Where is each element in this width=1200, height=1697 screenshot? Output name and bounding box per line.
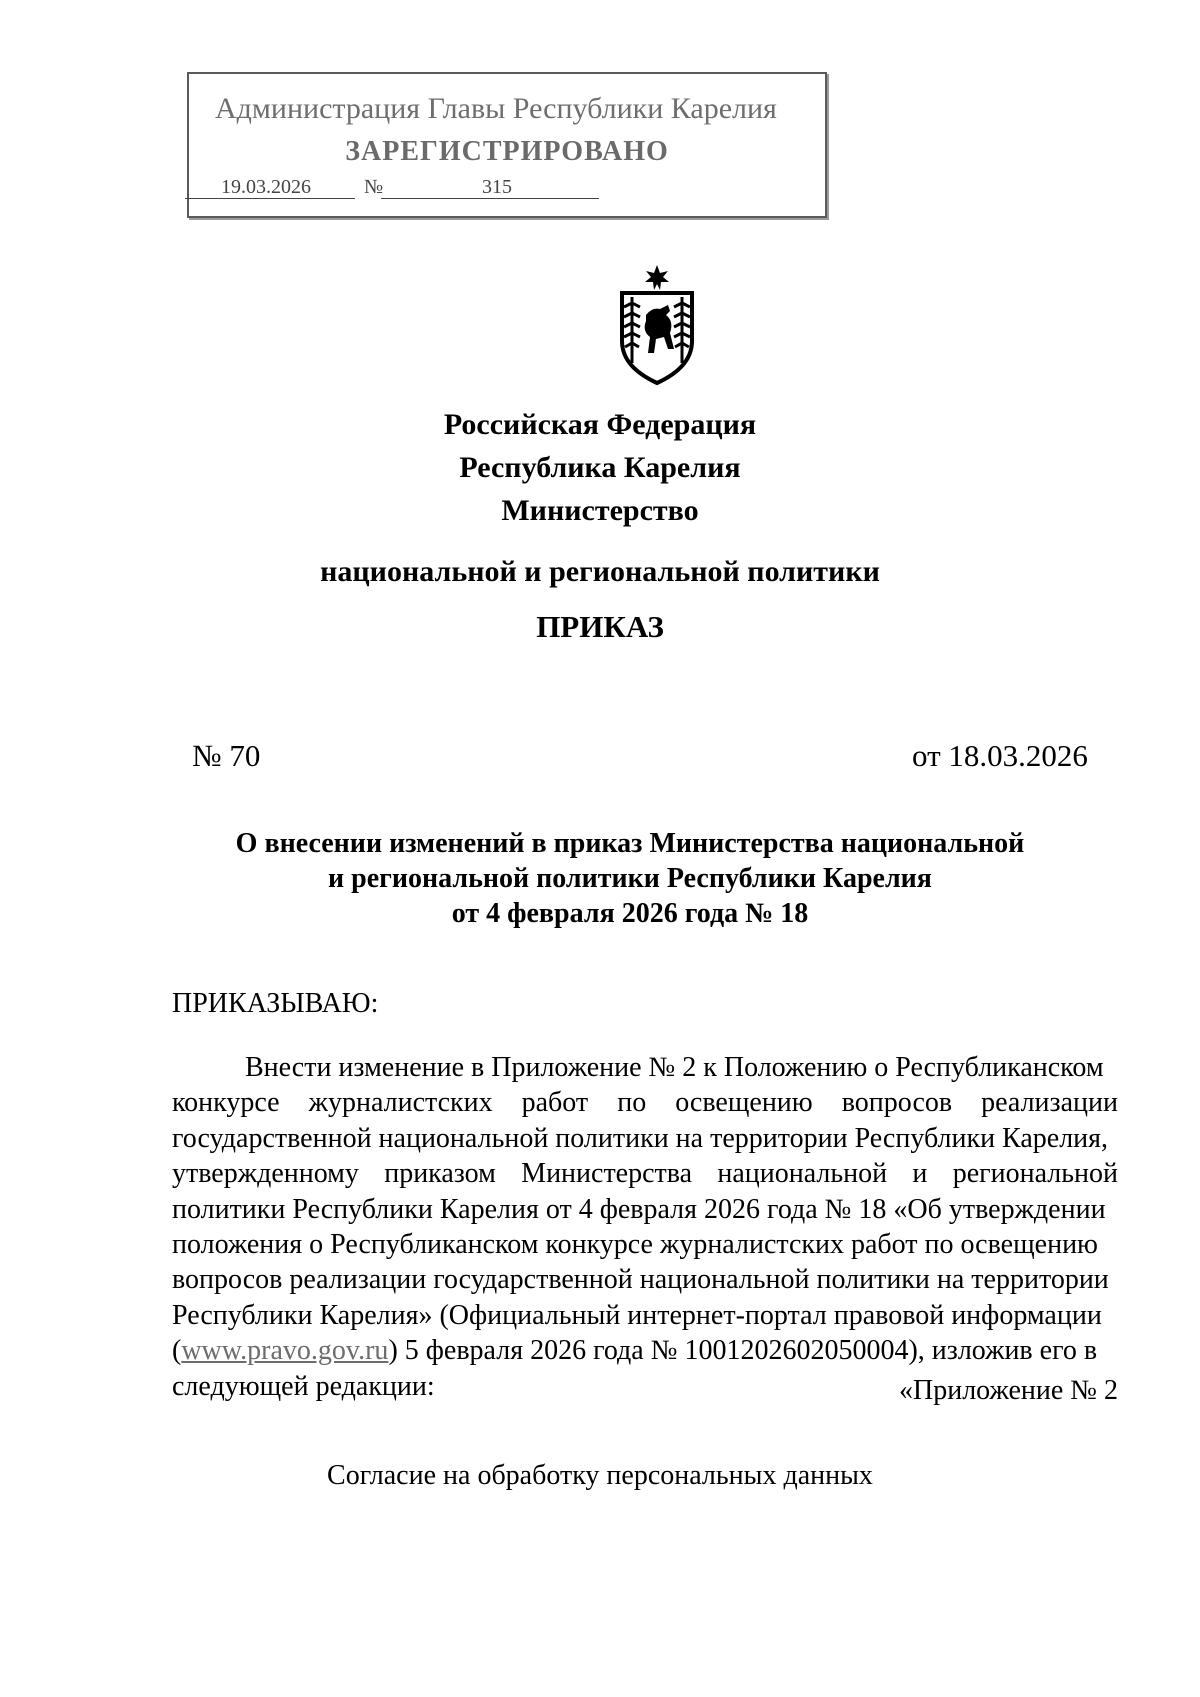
body-line: государственной национальной политики на территории Республики Карелия, xyxy=(172,1122,1109,1154)
registration-stamp xyxy=(187,72,827,218)
body-line: следующей редакции: xyxy=(172,1370,435,1402)
karelia-coat-of-arms-icon xyxy=(612,263,702,387)
header-country: Российская Федерация xyxy=(443,408,757,441)
stamp-number: 315 xyxy=(482,176,512,198)
body-word: национальной xyxy=(717,1158,888,1190)
paren-open: ( xyxy=(172,1335,182,1367)
body-word: конкурсе xyxy=(172,1087,280,1119)
body-word: журналистских xyxy=(308,1087,493,1119)
header-ministry-name: национальной и региональной политики xyxy=(320,555,880,588)
body-line: положения о Республиканском конкурсе журналистских работ по освещению xyxy=(172,1229,1098,1261)
body-line-with-link xyxy=(172,1333,1118,1368)
body-word: работ xyxy=(521,1087,589,1119)
body-word: Министерства xyxy=(521,1158,693,1190)
body-line: Внести изменение в Приложение № 2 к Положению о Республиканском xyxy=(245,1052,1104,1083)
document-title-line: О внесении изменений в приказ Министерства национальной xyxy=(235,828,1025,859)
body-word: реализации xyxy=(981,1087,1118,1119)
body-word: освещению xyxy=(675,1087,813,1119)
body-word: и xyxy=(912,1158,928,1190)
body-word: региональной xyxy=(952,1158,1118,1190)
body-line: Республики Карелия» (Официальный интернет-портал правовой информации xyxy=(172,1299,1102,1331)
body-word: приказом xyxy=(384,1158,496,1190)
document-title-line: и региональной политики Республики Карелия xyxy=(328,863,932,894)
body-line: политики Республики Карелия от 4 февраля 2026 года № 18 «Об утверждении xyxy=(172,1193,1106,1225)
stamp-organization: Администрация Главы Республики Карелия xyxy=(215,92,777,125)
body-line-justified xyxy=(172,1085,1118,1120)
stamp-date: 19.03.2026 xyxy=(221,176,311,198)
body-line-justified xyxy=(172,1156,1118,1191)
body-word: вопросов xyxy=(841,1087,953,1119)
consent-title: Согласие на обработку персональных данных xyxy=(327,1460,873,1491)
header-republic: Республика Карелия xyxy=(459,451,741,484)
body-line: вопросов реализации государственной национальной политики на территории xyxy=(172,1264,1109,1296)
pravo-link[interactable]: www.pravo.gov.ru xyxy=(181,1335,389,1367)
order-date: от 18.03.2026 xyxy=(912,738,1088,773)
document-type: ПРИКАЗ xyxy=(536,609,664,644)
appendix-label: «Приложение № 2 xyxy=(899,1375,1118,1406)
command-word: ПРИКАЗЫВАЮ: xyxy=(172,988,379,1019)
order-number: № 70 xyxy=(192,738,261,773)
stamp-number-sign: № xyxy=(364,176,384,198)
body-line-rest: ) 5 февраля 2026 года № 1001202602050004), изложив его в xyxy=(388,1335,1098,1367)
body-paragraph xyxy=(172,1050,1118,1404)
stamp-status: ЗАРЕГИСТРИРОВАНО xyxy=(345,136,669,167)
header-ministry: Министерство xyxy=(501,494,699,527)
document-title-line: от 4 февраля 2026 года № 18 xyxy=(451,898,809,929)
body-word: по xyxy=(617,1087,647,1119)
body-word: утвержденному xyxy=(172,1158,359,1190)
